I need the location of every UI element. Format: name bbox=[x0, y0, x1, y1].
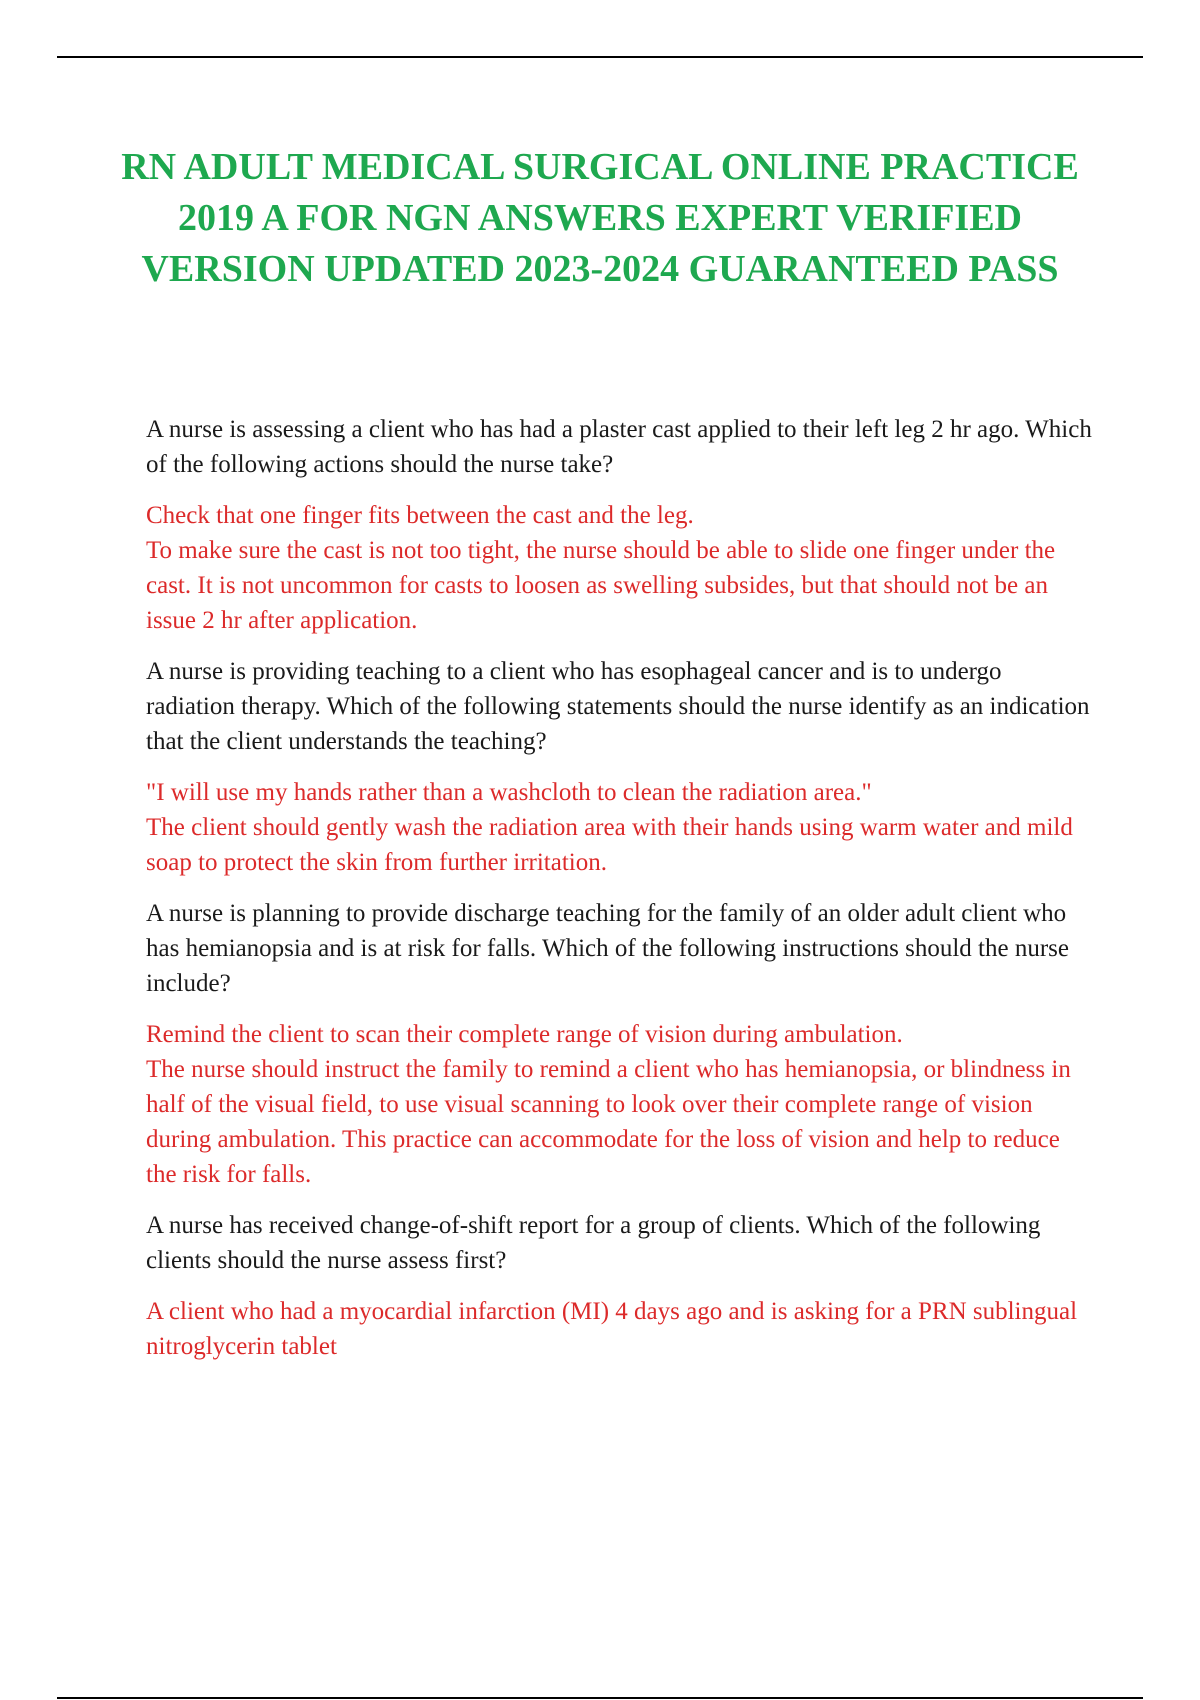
answer-2: "I will use my hands rather than a washcloth to clean the radiation area." bbox=[146, 779, 872, 806]
question-4: A nurse has received change-of-shift report for a group of clients. Which of the following clients should the nurse assess first? bbox=[146, 1212, 1041, 1274]
answer-block-3 bbox=[146, 1017, 1096, 1192]
question-3: A nurse is planning to provide discharge teaching for the family of an older adult client who has hemianopsia and is at risk for falls. Which of the following instructions should the nurse include? bbox=[146, 900, 1069, 997]
rationale-1: To make sure the cast is not too tight, the nurse should be able to slide one finger under the cast. It is not uncommon for casts to loosen as swelling subsides, but that should not be an issue 2 hr after application. bbox=[146, 537, 1056, 634]
answer-4: A client who had a myocardial infarction (MI) 4 days ago and is asking for a PRN sublingual nitroglycerin tablet bbox=[146, 1298, 1078, 1360]
document-title: RN ADULT MEDICAL SURGICAL ONLINE PRACTICE 2019 A FOR NGN ANSWERS EXPERT VERIFIED VERSION UPDATED 2023-2024 GUARANTEED PASS bbox=[121, 146, 1079, 290]
question-2: A nurse is providing teaching to a client who has esophageal cancer and is to undergo radiation therapy. Which of the following statements should the nurse identify as an indication that the client understands the teaching? bbox=[146, 658, 1090, 755]
qa-content bbox=[146, 412, 1096, 1380]
answer-block-1 bbox=[146, 498, 1096, 638]
answer-1: Check that one finger fits between the cast and the leg. bbox=[146, 502, 694, 529]
answer-block-2 bbox=[146, 775, 1096, 880]
answer-3: Remind the client to scan their complete range of vision during ambulation. bbox=[146, 1021, 903, 1048]
answer-block-4 bbox=[146, 1294, 1096, 1364]
bottom-rule bbox=[57, 1697, 1143, 1699]
rationale-3: The nurse should instruct the family to remind a client who has hemianopsia, or blindness in half of the visual field, to use visual scanning to look over their complete range of vision during ambulation. This practice can accommodate for the loss of vision and help to reduce the risk for falls. bbox=[146, 1056, 1071, 1188]
rationale-2: The client should gently wash the radiation area with their hands using warm water and mild soap to protect the skin from further irritation. bbox=[146, 814, 1073, 876]
top-rule bbox=[57, 56, 1143, 58]
question-1: A nurse is assessing a client who has had a plaster cast applied to their left leg 2 hr ago. Which of the following actions should the nurse take? bbox=[146, 416, 1092, 478]
